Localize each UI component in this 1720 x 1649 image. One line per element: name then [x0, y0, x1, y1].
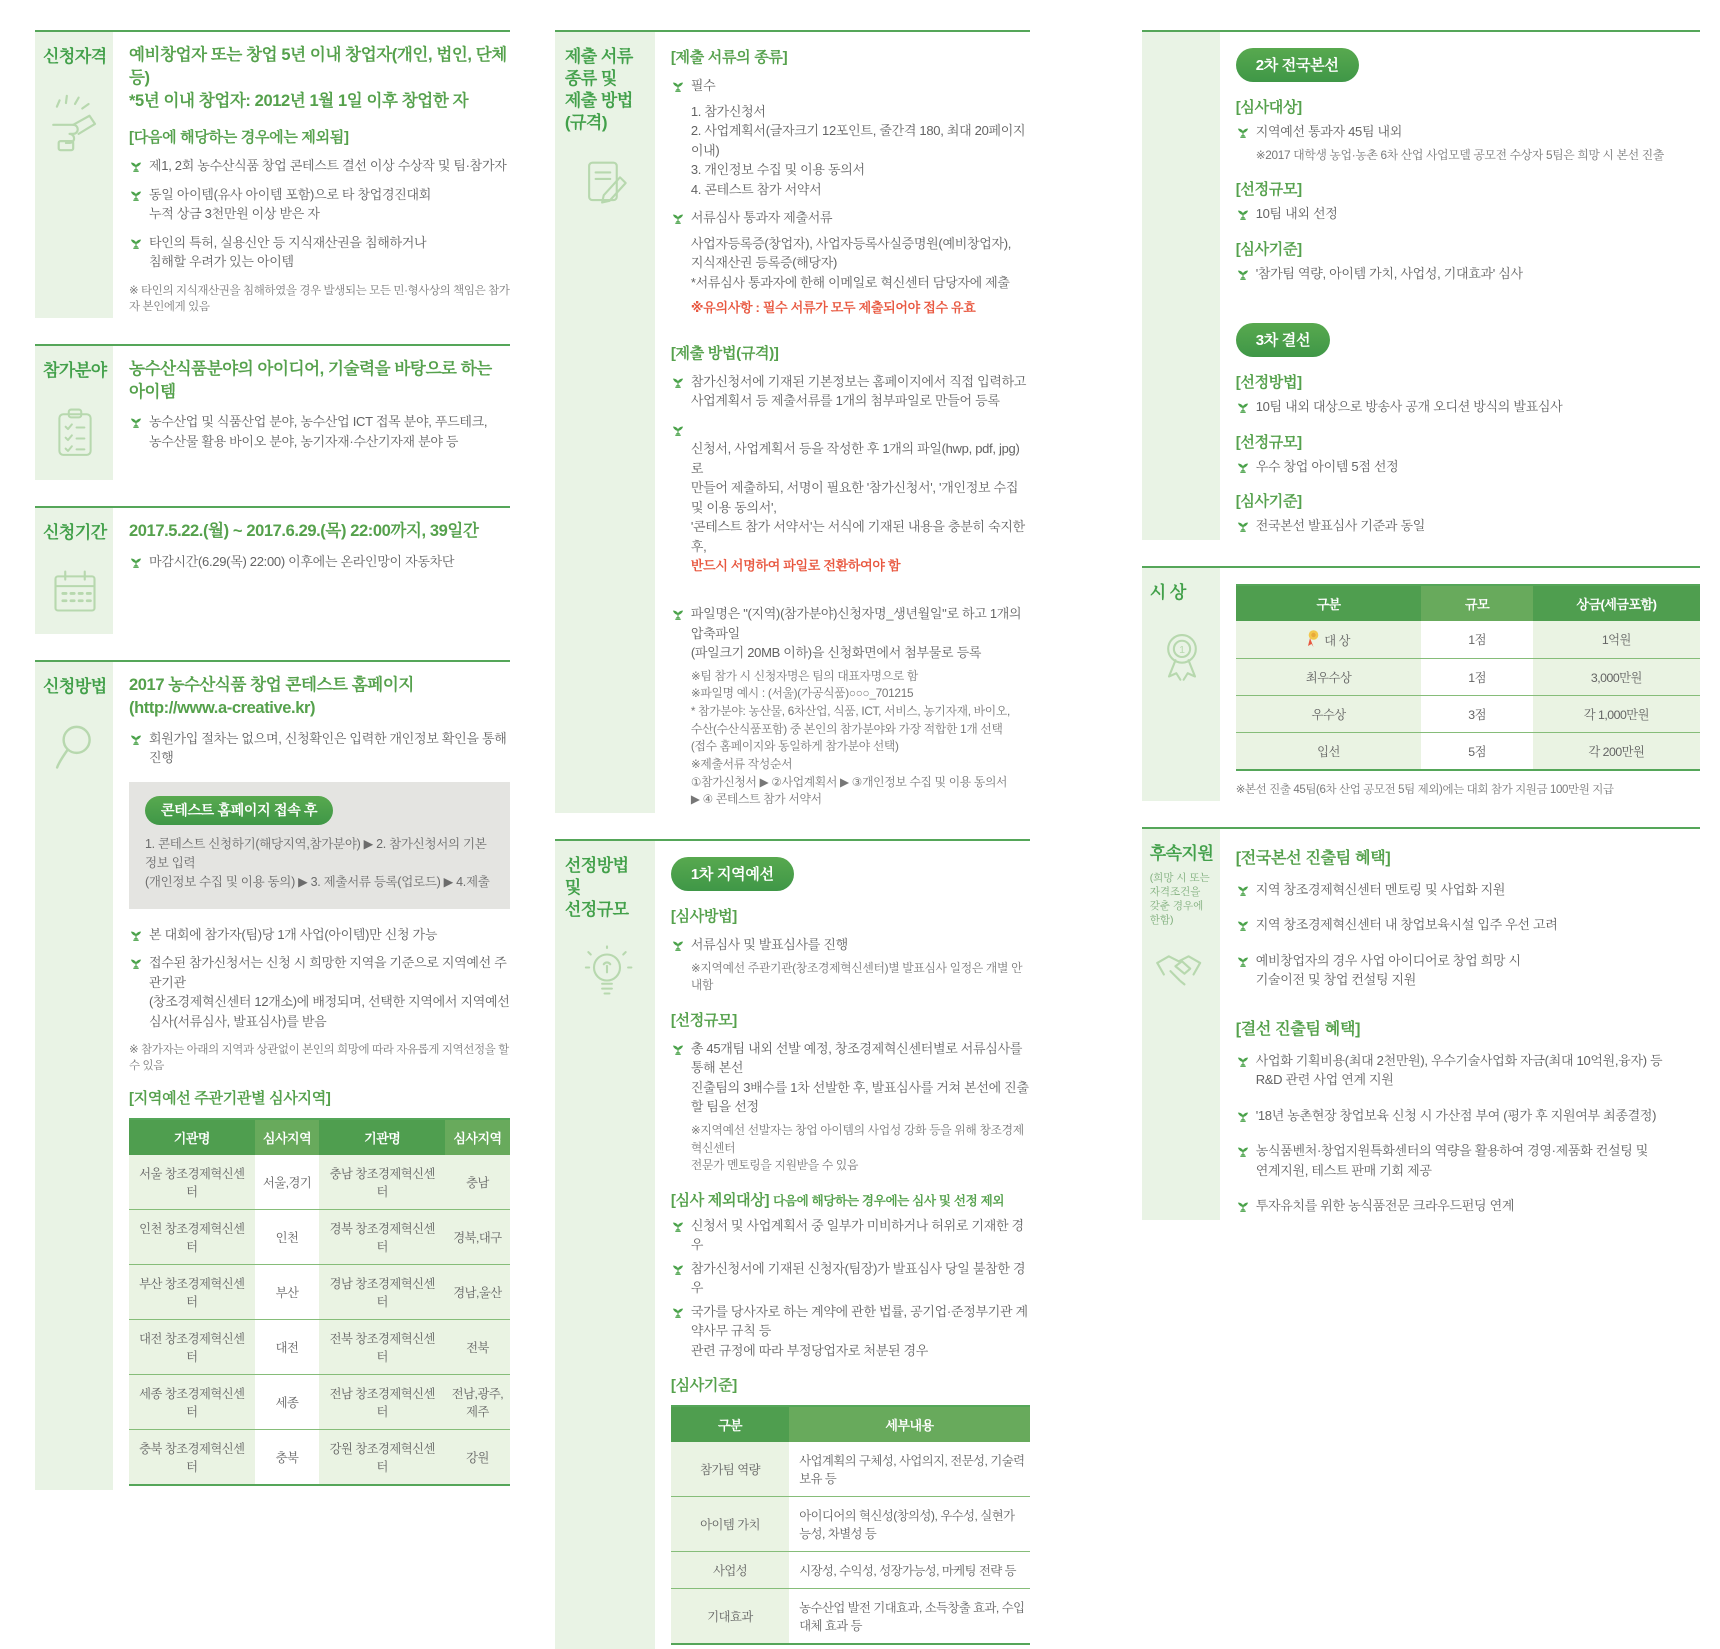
section-content [1220, 829, 1700, 1220]
cell: 충남 창조경제혁신센터 [319, 1155, 445, 1210]
round2-badge-row [1236, 48, 1700, 82]
column-left [35, 30, 510, 1475]
cell: 아이템 가치 [671, 1497, 789, 1552]
round2-criteria-heading: [심사기준] [1235, 240, 1302, 258]
bullet-item: 지역 창조경제혁신센터 내 창업보육시설 입주 우선 고려 [1236, 915, 1700, 935]
bullet-item: 참가신청서에 기재된 기본정보는 홈페이지에서 직접 입력하고 사업계획서 등 제출서류를 1개의 첨부파일로 만들어 등록 [671, 372, 1030, 411]
cell: 인천 창조경제혁신센터 [129, 1210, 255, 1265]
doc-method-heading: [제출 방법(규격)] [670, 344, 779, 362]
cell: 전남 창조경제혁신센터 [319, 1375, 445, 1430]
final-benefit-heading: [전국본선 진출팀 혜택] [1235, 849, 1391, 867]
cell: 3점 [1421, 695, 1532, 732]
eligibility-title: 예비창업자 또는 창업 5년 이내 창업자(개인, 법인, 단체 등) *5년 이내 창업자: 2012년 1월 1일 이후 창업한 자 [129, 46, 507, 110]
section-label-text: 신청기간 [43, 522, 107, 542]
bullet-item: 서류심사 통과자 제출서류 [671, 208, 1030, 228]
cell: 부산 [255, 1265, 320, 1320]
bullet-item: '18년 농촌현장 창업보육 신청 시 가산점 부여 (평가 후 지원여부 최종결정) [1236, 1106, 1700, 1126]
cell: 사업성 [671, 1552, 789, 1589]
section-content [113, 662, 510, 1490]
sprout-bullet-icon [671, 1305, 685, 1319]
sprout-bullet-icon [1236, 267, 1250, 281]
section-label [35, 346, 113, 480]
lightbulb-icon [581, 943, 633, 1005]
section-label [1142, 32, 1220, 540]
sprout-bullet-icon [671, 938, 685, 952]
scale-note: ※지역예선 선발자는 창업 아이템의 사업성 강화 등을 위해 창조경제혁신센터 전문가 멘토링을 지원받을 수 있음 [690, 1122, 1024, 1173]
round3-scale-heading: [선정규모] [1235, 433, 1302, 451]
sprout-bullet-icon [129, 928, 143, 942]
section-label [35, 508, 113, 634]
cell: 경남 창조경제혁신센터 [319, 1265, 445, 1320]
pencil-hand-icon [46, 90, 104, 156]
bullet-item: 접수된 참가신청서는 신청 시 희망한 지역을 기준으로 지역예선 주관기관 (창조경제혁신센터 12개소)에 배정되며, 선택한 지역에서 지역예선 심사(서류심사, 발표심사)를 받음 [129, 953, 510, 1031]
document-pencil-icon [581, 156, 633, 210]
bullet-item: 본 대회에 참가자(팀)당 1개 사업(아이템)만 신청 가능 [129, 925, 510, 945]
sprout-bullet-icon [1236, 460, 1250, 474]
cell: 대전 창조경제혁신센터 [129, 1320, 255, 1375]
cell: 5점 [1421, 732, 1532, 770]
section-content [113, 32, 510, 318]
section-followup-support [1142, 827, 1700, 1220]
cell: 기대효과 [671, 1589, 789, 1645]
column-right [1142, 30, 1700, 1226]
cell: 최우수상 [1236, 658, 1422, 695]
bullet-item: 10팀 내외 대상으로 방송사 공개 오디션 방식의 발표심사 [1236, 397, 1700, 417]
sprout-bullet-icon [671, 375, 685, 389]
section-eligibility [35, 30, 510, 318]
section-field [35, 344, 510, 480]
sprout-bullet-icon [129, 956, 143, 970]
column-header: 구분 [671, 1406, 789, 1442]
cell: 전북 [445, 1320, 510, 1375]
exclude-heading [671, 1189, 1030, 1210]
section-label-text: 신청방법 [43, 676, 107, 696]
sprout-bullet-icon [1236, 1054, 1250, 1068]
sprout-bullet-icon [129, 159, 143, 173]
round3-badge-row [1236, 323, 1700, 357]
sprout-bullet-icon [671, 211, 685, 225]
cell: 충북 창조경제혁신센터 [129, 1430, 255, 1486]
table-row [671, 1589, 1030, 1645]
cell: 참가팀 역량 [671, 1442, 789, 1497]
table-row [129, 1320, 510, 1375]
sprout-bullet-icon [671, 1042, 685, 1056]
table-row [129, 1210, 510, 1265]
cell: 강원 창조경제혁신센터 [319, 1430, 445, 1486]
cell: 부산 창조경제혁신센터 [129, 1265, 255, 1320]
sprout-bullet-icon [129, 415, 143, 429]
bullet-item: 마감시간(6.29(목) 22:00) 이후에는 온라인망이 자동차단 [129, 552, 510, 572]
bullet-item: 지역예선 통과자 45팀 내외 [1236, 122, 1700, 142]
section-awards [1142, 566, 1700, 801]
section-label-subtext: (희망 시 또는 자격조건을 갖춘 경우에 한함) [1149, 871, 1210, 927]
cell: 경북,대구 [445, 1210, 510, 1265]
section-label-text: 후속지원 [1149, 843, 1214, 863]
medal-icon [1307, 630, 1320, 647]
round3-criteria-heading: [심사기준] [1235, 493, 1302, 511]
last-benefit-heading: [결선 진출팀 혜택] [1235, 1020, 1361, 1038]
cell: 각 1,000만원 [1533, 695, 1700, 732]
section-content [655, 841, 1030, 1649]
criteria-heading: [심사기준] [670, 1377, 737, 1395]
region-table [129, 1118, 510, 1486]
bullet-item: 투자유치를 위한 농식품전문 크라우드펀딩 연계 [1236, 1196, 1700, 1216]
criteria-header-row [671, 1406, 1030, 1442]
sprout-bullet-icon [671, 1219, 685, 1233]
section-label-text: 제출 서류 종류 및 제출 방법 (규격) [564, 47, 633, 133]
table-row [671, 1552, 1030, 1589]
cell: 각 200만원 [1533, 732, 1700, 770]
round3-method-heading: [선정방법] [1235, 374, 1302, 392]
section-content [1220, 32, 1700, 540]
region-table-header-row [129, 1119, 510, 1155]
bullet-item: 10팀 내외 선정 [1236, 204, 1700, 224]
bullet-item: 동일 아이템(유사 아이템 포함)으로 타 창업경진대회 누적 상금 3천만원 이상 받은 자 [129, 185, 510, 224]
bullet-item: 회원가입 절차는 없으며, 신청확인은 입력한 개인정보 확인을 통해 진행 [129, 729, 510, 768]
sprout-bullet-icon [671, 423, 685, 437]
bullet-item: 파일명은 "(지역)(참가분야)신청자명_생년월일"로 하고 1개의 압축파일 (파일크기 20MB 이하)을 신청화면에서 첨부물로 등록 [671, 604, 1030, 663]
table-row [1236, 658, 1700, 695]
section-content [113, 508, 510, 634]
sprout-bullet-icon [129, 236, 143, 250]
doc-warning-text: ※유의사항 : 필수 서류가 모두 제출되어야 접수 유효 [690, 300, 976, 315]
table-row [129, 1375, 510, 1430]
handshake-icon [1154, 949, 1210, 995]
cell: 아이디어의 혁신성(창의성), 우수성, 실현가능성, 차별성 등 [789, 1497, 1029, 1552]
section-period [35, 506, 510, 634]
cell: 세종 창조경제혁신센터 [129, 1375, 255, 1430]
section-content [1220, 568, 1700, 801]
sprout-bullet-icon [1236, 1199, 1250, 1213]
table-row [1236, 695, 1700, 732]
section-content [655, 32, 1030, 813]
sprout-bullet-icon [129, 188, 143, 202]
sprout-bullet-icon [1236, 207, 1250, 221]
sprout-bullet-icon [1236, 1109, 1250, 1123]
table-row [129, 1155, 510, 1210]
bullet-item: 우수 창업 아이템 5점 선정 [1236, 457, 1700, 477]
bullet-item: 농식품벤처·창업지원특화센터의 역량을 활용하여 경영·제품화 컨설팅 및 연계지원, 테스트 판매 기회 제공 [1236, 1141, 1700, 1180]
bullet-item: 참가신청서에 기재된 신청자(팀장)가 발표심사 당일 불참한 경우 [671, 1259, 1030, 1298]
cell: 시장성, 수익성, 성장가능성, 마케팅 전략 등 [789, 1552, 1029, 1589]
round3-badge: 3차 결선 [1236, 323, 1330, 357]
section-label [1142, 829, 1220, 1220]
bullet-item: 전국본선 발표심사 기준과 동일 [1236, 516, 1700, 536]
section-label [555, 841, 655, 1649]
column-header: 구분 [1236, 585, 1422, 621]
filename-notes: ※팀 참가 시 신청자명은 팀의 대표자명으로 함 ※파일명 예시 : (서울)(가공식품)○○○_701215 * 참가분야: 농산물, 6차산업, 식품, ICT, 서비스, 농기자재, 바이오, 수산(수산식품포함) 중 본인의 참가분야와 가장 적합한 1개 선택 (접수 홈페이지와 동일하게 참가분야 선택) ※제출서류 작성순서 ①참가신청서 ▶ ②사업계획서 ▶ ③개인정보 수집 및 이용 동의서 ▶ ④ 콘테스트 참가 서약서 [690, 668, 1010, 807]
pass-doc-list: 사업자등록증(창업자), 사업자등록사실증명원(예비창업자), 지식재산권 등록증(해당자) *서류심사 통과자에 한해 이메일로 혁신센터 담당자에 제출 [690, 235, 1012, 290]
section-label [555, 32, 655, 813]
round2-scale-heading: [선정규모] [1235, 181, 1302, 199]
awards-note: ※본선 진출 45팀(6차 산업 공모전 5팀 제외)에는 대회 참가 지원금 100만원 지급 [1235, 783, 1614, 796]
cell: 경남,울산 [445, 1265, 510, 1320]
column-header: 상금(세금포함) [1533, 585, 1700, 621]
eligibility-subheading: [다음에 해당하는 경우에는 제외됨] [129, 129, 349, 147]
bullet-item: 사업화 기획비용(최대 2천만원), 우수기술사업화 자금(최대 10억원,융자) 등 R&D 관련 사업 연계 지원 [1236, 1051, 1700, 1090]
section-selection [555, 839, 1030, 1649]
table-row [671, 1497, 1030, 1552]
exclude-heading-sub: 다음에 해당하는 경우에는 심사 및 선정 제외 [773, 1193, 1005, 1208]
period-title: 2017.5.22.(월) ~ 2017.6.29.(목) 22:00까지, 39일간 [129, 521, 479, 540]
doc-types-heading: [제출 서류의 종류] [670, 49, 788, 66]
table-row [671, 1442, 1030, 1497]
cell: 1억원 [1533, 621, 1700, 659]
cell: 1점 [1421, 658, 1532, 695]
sign-warning-text: 반드시 서명하여 파일로 전환하여야 함 [690, 558, 901, 573]
cell: 1점 [1468, 633, 1486, 648]
sprout-bullet-icon [671, 79, 685, 93]
table-row [129, 1265, 510, 1320]
cell: 입선 [1236, 732, 1422, 770]
homepage-steps-text: 1. 콘테스트 신청하기(해당지역,참가분야) ▶ 2. 참가신청서의 기본정보 입력 (개인정보 수집 및 이용 동의) ▶ 3. 제출서류 등록(업로드) ▶ 4.제출 [145, 836, 490, 890]
cell: 우수상 [1236, 695, 1422, 732]
section-label [35, 32, 113, 318]
sprout-bullet-icon [1236, 883, 1250, 897]
cell: 강원 [445, 1430, 510, 1486]
round2-target-note: ※2017 대학생 농업·농촌 6차 산업 사업모델 공모전 수상자 5팀은 희망 시 본선 진출 [1255, 147, 1664, 162]
awards-table [1236, 584, 1700, 771]
section-label-text: 신청자격 [43, 47, 107, 66]
bullet-item: 지역 창조경제혁신센터 멘토링 및 사업화 지원 [1236, 880, 1700, 900]
section-label [35, 662, 113, 1490]
column-header: 심사지역 [255, 1119, 320, 1155]
column-header: 심사지역 [445, 1119, 510, 1155]
cell: 경북 창조경제혁신센터 [319, 1210, 445, 1265]
cell: 농수산업 발전 기대효과, 소득창출 효과, 수입대체 효과 등 [789, 1589, 1029, 1645]
exclude-heading-main: [심사 제외대상] [670, 1191, 770, 1209]
bullet-item [671, 420, 1030, 596]
section-label-text: 참가분야 [43, 360, 107, 380]
sprout-bullet-icon [1236, 918, 1250, 932]
homepage-steps-badge: 콘테스트 홈페이지 접속 후 [145, 796, 333, 825]
bullet-item: '참가팀 역량, 아이템 가치, 사업성, 기대효과' 심사 [1236, 264, 1700, 284]
scale-heading: [선정규모] [670, 1011, 737, 1029]
column-header: 기관명 [319, 1119, 445, 1155]
cell: 전북 창조경제혁신센터 [319, 1320, 445, 1375]
cell: 3,000만원 [1533, 658, 1700, 695]
round2-badge: 2차 전국본선 [1236, 48, 1359, 82]
sprout-bullet-icon [129, 732, 143, 746]
column-header: 규모 [1421, 585, 1532, 621]
bullet-item: 총 45개팀 내외 선발 예정, 창조경제혁신센터별로 서류심사를 통해 본선 진출팀의 3배수를 1차 선발한 후, 발표심사를 거쳐 본선에 진출할 팀을 선정 [671, 1039, 1030, 1117]
cell: 세종 [255, 1375, 320, 1430]
method-text: 신청서, 사업계획서 등을 작성한 후 1개의 파일(hwp, pdf, jpg)로 만들어 제출하되, 서명이 필요한 '참가신청서', '개인정보 수집 및 이용 동의서', '콘테스트 참가 서약서'는 서식에 기재된 내용을 충분히 숙지한 후, [690, 441, 1025, 554]
section-content [113, 346, 510, 480]
section-label-text: 선정방법 및 선정규모 [564, 856, 629, 920]
award-ribbon-icon [1156, 626, 1208, 688]
region-note: ※ 참가자는 아래의 지역과 상관없이 본인의 희망에 따라 자유롭게 지역선정을 할 수 있음 [129, 1044, 509, 1073]
cell: 대전 [255, 1320, 320, 1375]
bullet-item: 제1, 2회 농수산식품 창업 콘테스트 결선 이상 수상작 및 팀·참가자 [129, 156, 510, 176]
calendar-icon [49, 566, 101, 616]
cell: 사업계획의 구체성, 사업의지, 전문성, 기술력 보유 등 [799, 1454, 1025, 1487]
cell: 서울 창조경제혁신센터 [129, 1155, 255, 1210]
bullet-item: 신청서 및 사업계획서 중 일부가 미비하거나 허위로 기재한 경우 [671, 1216, 1030, 1255]
cell: 서울,경기 [262, 1176, 312, 1191]
clipboard-icon [50, 404, 100, 462]
bullet-item: 서류심사 및 발표심사를 진행 [671, 935, 1030, 955]
round1-badge: 1차 지역예선 [671, 857, 794, 891]
region-table-title: [지역예선 주관기관별 심사지역] [129, 1090, 331, 1108]
sprout-bullet-icon [129, 555, 143, 569]
sprout-bullet-icon [1236, 1144, 1250, 1158]
required-doc-list: 1. 참가신청서 2. 사업계획서(글자크기 12포인트, 줄간격 180, 최대 20페이지 이내) 3. 개인정보 수집 및 이용 동의서 4. 콘테스트 참가 서약서 [690, 103, 1026, 197]
eligibility-note: ※ 타인의 지식재산권을 침해하였을 경우 발생되는 모든 민·형사상의 책임은 참가자 본인에게 있음 [129, 284, 510, 313]
sprout-bullet-icon [1236, 400, 1250, 414]
table-row [1236, 621, 1700, 659]
column-header: 기관명 [129, 1119, 255, 1155]
bullet-item: 농수산업 및 식품산업 분야, 농수산업 ICT 접목 분야, 푸드테크, 농수산물 활용 바이오 분야, 농기자재·수산기자재 분야 등 [129, 412, 510, 451]
criteria-table [671, 1405, 1030, 1645]
apply-method-title: 2017 농수산식품 창업 콘테스트 홈페이지(http://www.a-creative.kr) [129, 675, 414, 717]
section-rounds-2-3 [1142, 30, 1700, 540]
cell: 충북 [255, 1430, 320, 1486]
sprout-bullet-icon [1236, 125, 1250, 139]
bullet-item: 예비창업자의 경우 사업 아이디어로 창업 희망 시 기술이전 및 창업 컨설팅 지원 [1236, 951, 1700, 990]
judge-method-heading: [심사방법] [670, 908, 737, 925]
field-title: 농수산식품분야의 아이디어, 기술력을 바탕으로 하는 아이템 [129, 359, 492, 401]
bullet-item: 필수 [671, 76, 1030, 96]
cell [1236, 621, 1422, 659]
sprout-bullet-icon [1236, 954, 1250, 968]
homepage-steps-box [129, 782, 510, 909]
cell: 충남 [445, 1155, 510, 1210]
column-middle [555, 30, 1030, 1634]
round2-target-heading: [심사대상] [1235, 99, 1302, 116]
table-row [1236, 732, 1700, 770]
svg-text:1: 1 [1178, 643, 1185, 656]
sprout-bullet-icon [671, 1262, 685, 1276]
section-documents [555, 30, 1030, 813]
table-row [129, 1430, 510, 1486]
sprout-bullet-icon [1236, 519, 1250, 533]
column-header: 세부내용 [789, 1406, 1029, 1442]
award-name: 대 상 [1324, 633, 1350, 648]
cell: 전남,광주,제주 [445, 1375, 510, 1430]
section-apply-method [35, 660, 510, 1490]
section-label [1142, 568, 1220, 801]
judge-note: ※지역예선 주관기관(창조경제혁신센터)별 발표심사 일정은 개별 안내함 [690, 960, 1023, 993]
sprout-bullet-icon [671, 607, 685, 621]
cell: 인천 [255, 1210, 320, 1265]
round1-badge-row [671, 857, 1030, 891]
section-label-text: 시 상 [1149, 582, 1186, 602]
bullet-item: 타인의 특허, 실용신안 등 지식재산권을 침해하거나 침해할 우려가 있는 아이템 [129, 233, 510, 272]
magnifier-icon [49, 720, 101, 776]
awards-header-row [1236, 585, 1700, 621]
bullet-item: 국가를 당사자로 하는 계약에 관한 법률, 공기업·준정부기관 계약사무 규칙 등 관련 규정에 따라 부정당업자로 처분된 경우 [671, 1302, 1030, 1361]
